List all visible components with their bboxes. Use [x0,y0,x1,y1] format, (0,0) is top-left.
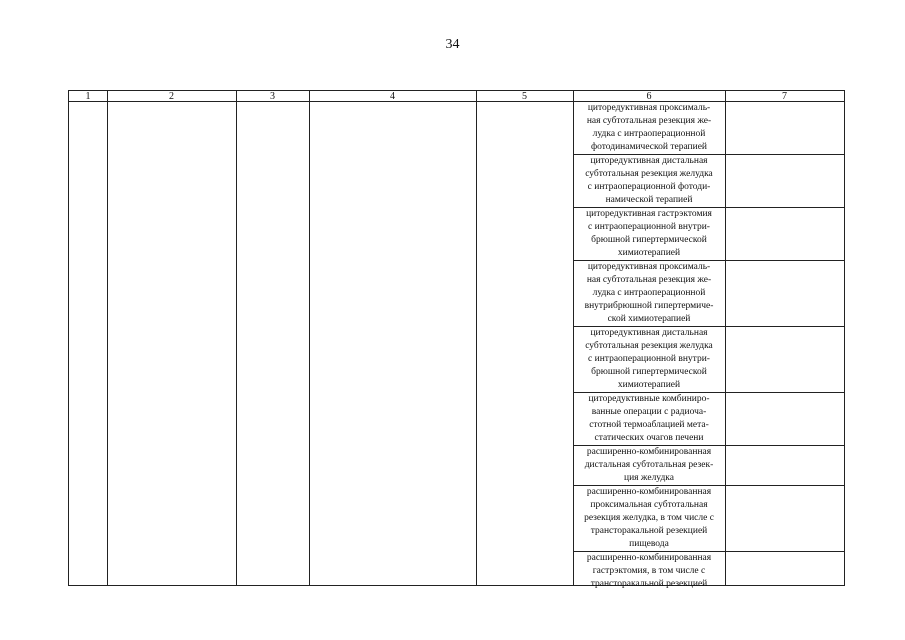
procedure-cell [573,327,725,393]
header-col-2: 2 [107,91,236,102]
cell-line: резекция желудка, в том числе с [584,513,714,523]
header-col-7: 7 [725,91,844,102]
cell-line: трансторакальной резекцией [590,579,708,589]
procedure-cell [573,102,725,155]
cell-line: циторедуктивные комбиниро- [588,394,710,404]
procedure-cell [573,208,725,261]
cell-line: ванные операции с радиоча- [591,407,707,417]
data-table [68,90,845,589]
cell-line: ской химиотерапией [607,314,691,324]
cell-line: субтотальная резекция желудка [585,341,713,351]
empty-cell [725,208,844,261]
empty-cell [725,552,844,592]
column-divider [476,91,477,585]
cell-line: химиотерапией [617,248,681,258]
column-divider [309,91,310,585]
cell-line: ная субтотальная резекция же- [586,116,712,126]
procedure-cell [573,393,725,446]
cell-line: расширенно-комбинированная [586,553,712,563]
cell-line: расширенно-комбинированная [586,447,712,457]
empty-cell [725,155,844,208]
column-divider [107,91,108,585]
cell-line: расширенно-комбинированная [586,487,712,497]
header-col-5: 5 [476,91,573,102]
column-divider [236,91,237,585]
col7-column [725,102,844,592]
cell-line: трансторакальной резекцией [590,526,708,536]
empty-cell [725,327,844,393]
cell-line: дистальная субтотальная резек- [584,460,714,470]
page-number: 34 [445,37,460,52]
cell-line: с интраоперационной внутри- [588,222,710,232]
empty-cell [725,261,844,327]
cell-line: намической терапией [605,195,693,205]
procedure-column [573,102,725,592]
cell-line: брюшной гипертермической [591,367,707,377]
cell-line: стотной термоаблацией мета- [589,420,709,430]
header-col-6: 6 [573,91,725,102]
procedure-cell [573,155,725,208]
empty-cell [725,446,844,486]
cell-line: субтотальная резекция желудка [585,169,713,179]
cell-line: циторедуктивная проксималь- [587,262,711,272]
cell-line: лудка с интраоперационной [592,288,706,298]
cell-line: пищевода [629,539,669,549]
cell-line: химиотерапией [617,380,681,390]
empty-cell [725,393,844,446]
cell-line: ция желудка [624,473,674,483]
cell-line: брюшной гипертермической [591,235,707,245]
header-col-4: 4 [309,91,476,102]
cell-line: циторедуктивная дистальная [590,156,708,166]
cell-line: циторедуктивная дистальная [590,328,708,338]
cell-line: статических очагов печени [594,433,704,443]
procedure-cell [573,446,725,486]
cell-line: проксимальная субтотальная [590,500,708,510]
cell-line: внутрибрюшной гипертермиче- [584,301,714,311]
procedure-cell [573,552,725,592]
cell-line: циторедуктивная гастрэктомия [586,209,712,219]
cell-line: ная субтотальная резекция же- [586,275,712,285]
procedure-cell [573,261,725,327]
empty-cell [725,102,844,155]
cell-line: циторедуктивная проксималь- [587,103,711,113]
cell-line: лудка с интраоперационной [592,129,706,139]
cell-line: гастрэктомия, в том числе с [592,566,706,576]
empty-cell [725,486,844,552]
cell-line: с интраоперационной фотоди- [587,182,711,192]
cell-line: с интраоперационной внутри- [588,354,710,364]
header-col-1: 1 [69,91,107,102]
procedure-cell [573,486,725,552]
header-col-3: 3 [236,91,309,102]
cell-line: фотодинамической терапией [590,142,708,152]
